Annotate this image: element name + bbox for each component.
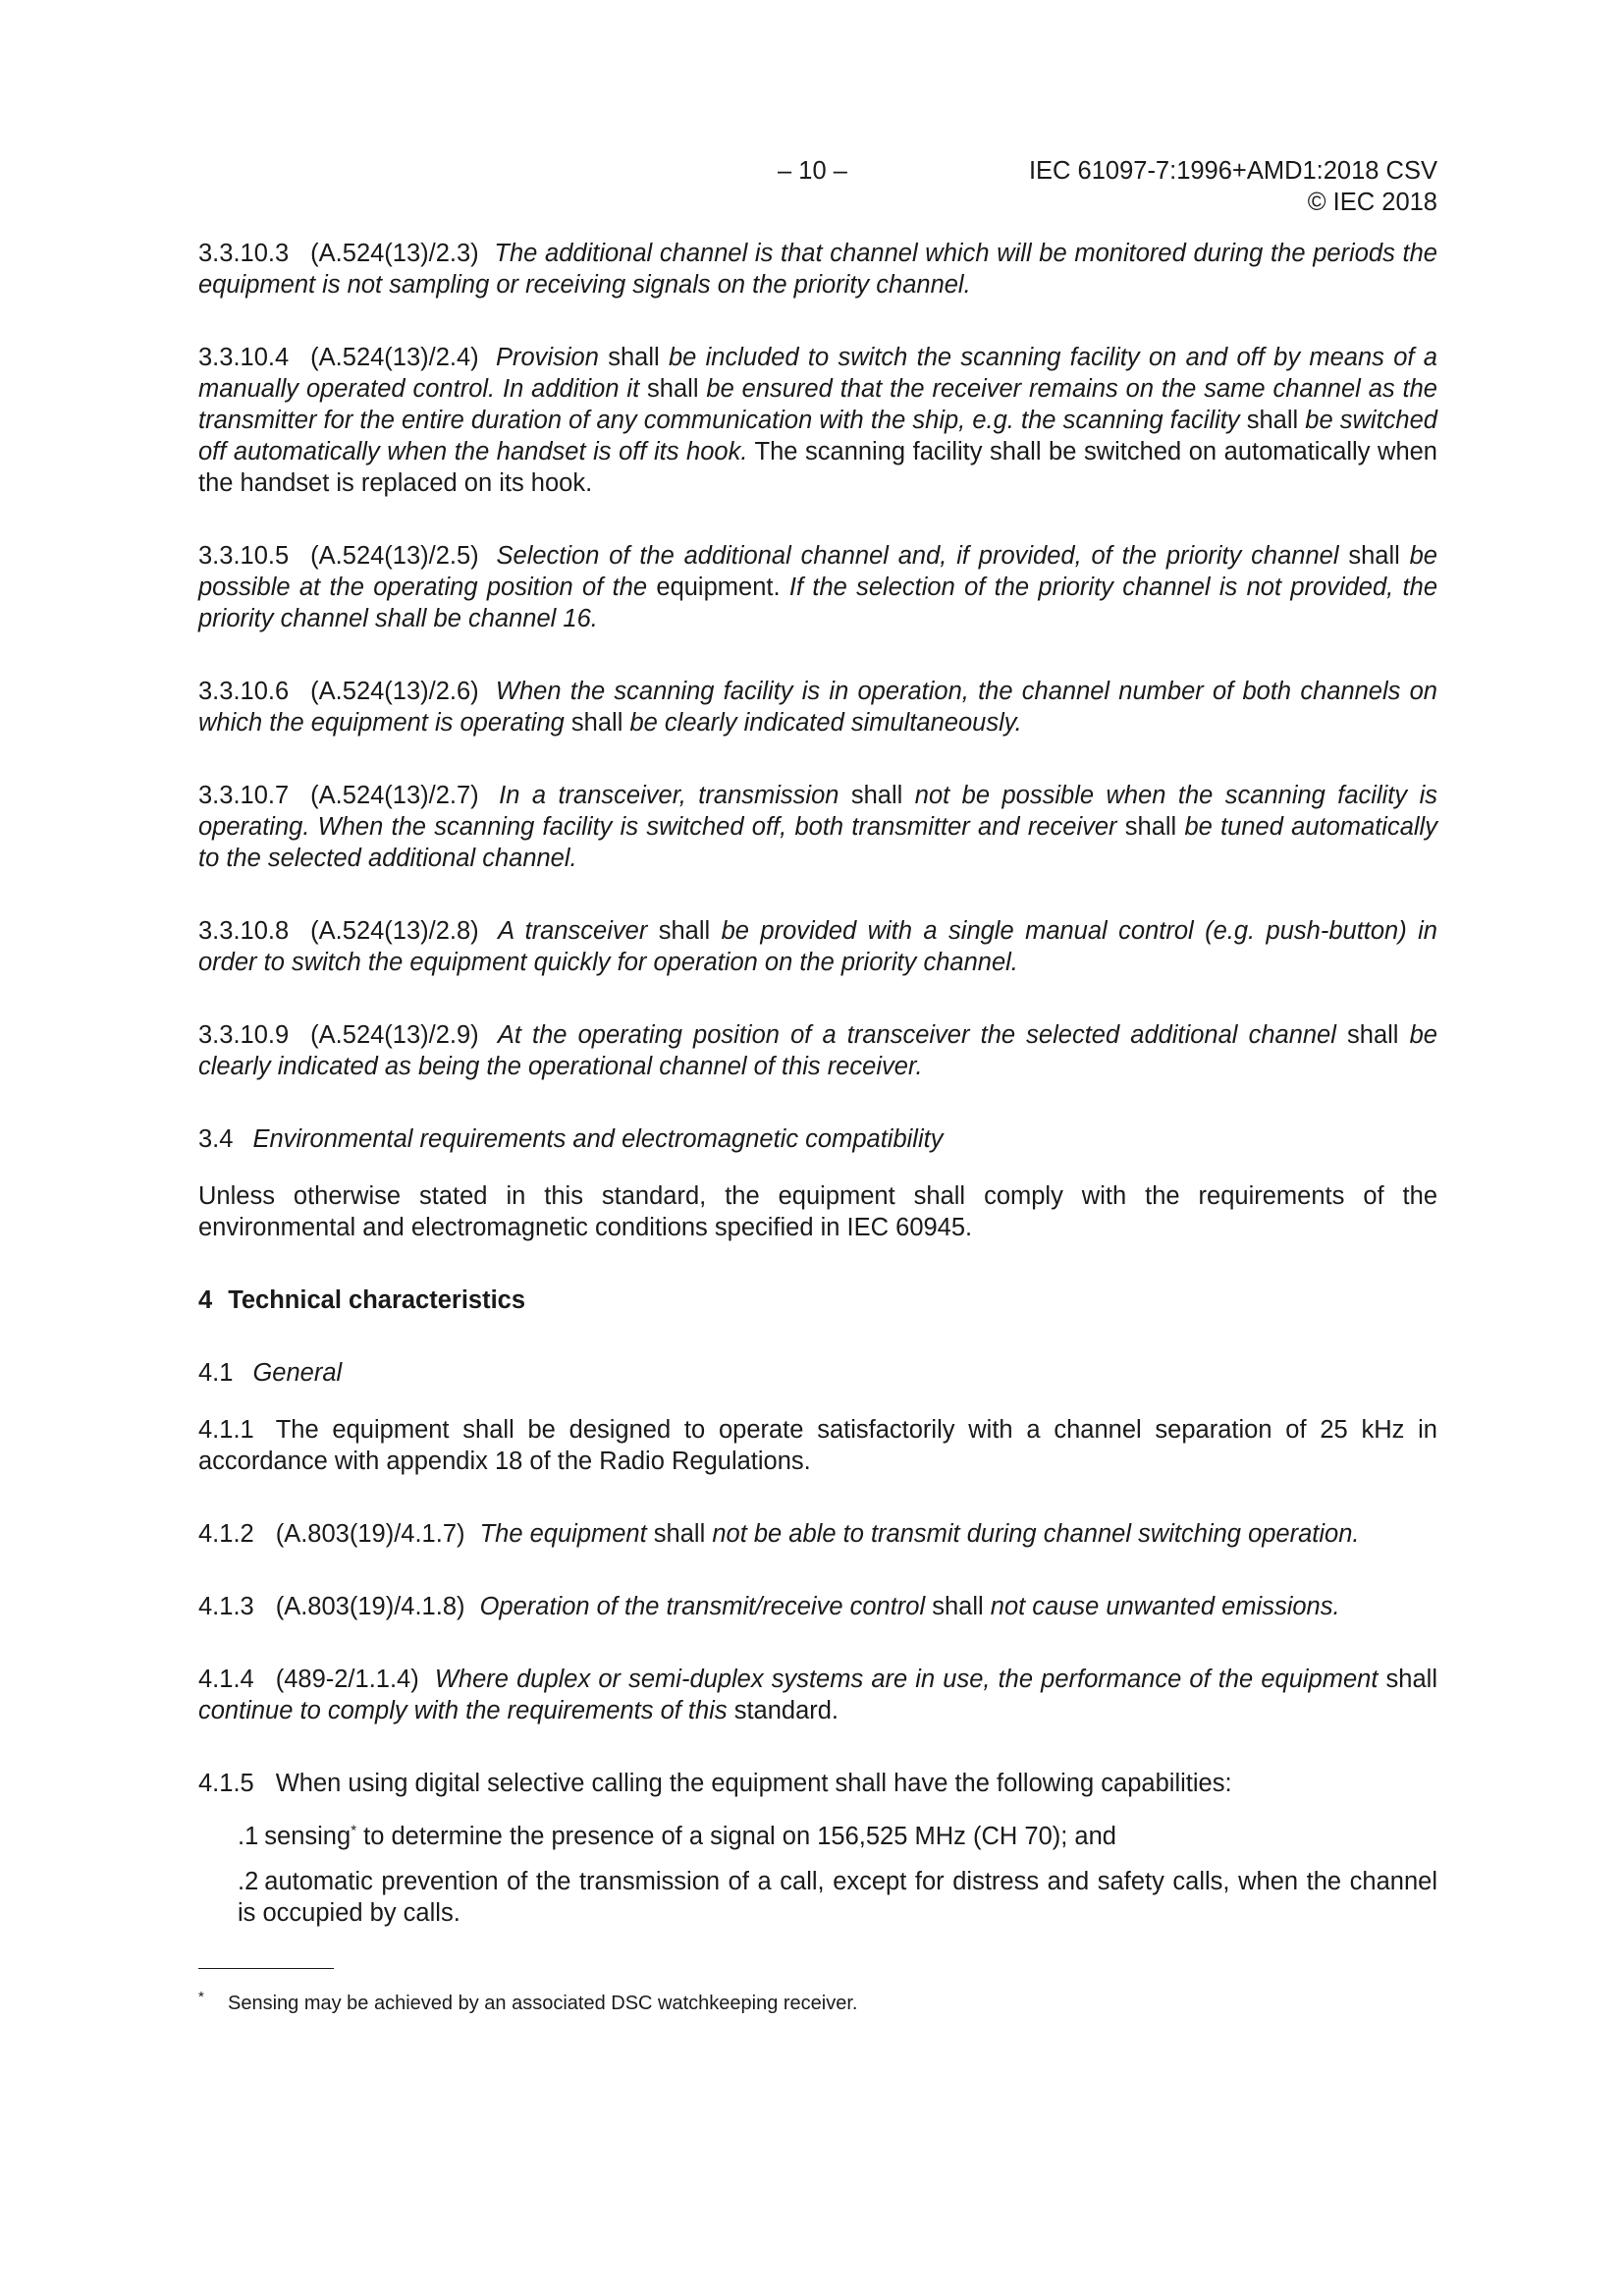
clause-text-italic: When the scanning facility is in operation, the channel number of both channels on which the equipment is operating: [198, 678, 1437, 737]
clause-text-italic: not be possible when the scanning facility is operating. When the scanning facility is switched off, both transmitter and receiver: [198, 782, 1437, 841]
clause-text: shall: [647, 917, 722, 945]
clause-3-3-10-6: [198, 676, 1437, 738]
clause-text-italic: A transceiver: [498, 917, 648, 945]
section-title: Technical characteristics: [228, 1286, 526, 1314]
clause-text-italic: continue to comply with the requirements of this: [198, 1697, 728, 1724]
clause-text: Unless otherwise stated in this standard, the equipment shall comply with the requirements of the environmental and electromagnetic conditions specified in IEC 60945.: [198, 1182, 1437, 1241]
clause-number: 3.3.10.4: [198, 344, 290, 371]
clause-text: shall: [598, 344, 669, 371]
clause-text: shall: [839, 782, 915, 809]
list-marker: .1: [238, 1823, 259, 1850]
clause-text: equipment.: [647, 574, 789, 601]
clause-number: 3.3.10.3: [198, 240, 290, 267]
clause-4-1-4: [198, 1664, 1437, 1726]
list-item: [238, 1821, 1437, 1852]
document-id: IEC 61097-7:1996+AMD1:2018 CSV: [1028, 157, 1437, 185]
clause-reference: (A.524(13)/2.7): [310, 782, 479, 809]
document-page: [198, 155, 1437, 2016]
clause-text: The scanning facility shall be switched on automatically when the handset is replaced on its hook.: [198, 438, 1437, 497]
clause-text: shall: [564, 709, 630, 737]
clause-number: 4.1.5: [198, 1770, 254, 1797]
clause-text-italic: If the selection of the priority channel is not provided, the priority channel shall be channel 16.: [198, 574, 1437, 632]
clause-text: shall: [1338, 542, 1410, 570]
clause-4-1-5: [198, 1768, 1437, 1799]
clause-text-italic: In a transceiver, transmission: [499, 782, 839, 809]
clause-3-3-10-3: [198, 238, 1437, 301]
section-heading-3-4: [198, 1123, 1437, 1155]
clause-text: shall: [639, 375, 707, 403]
clause-reference: (A.524(13)/2.9): [310, 1021, 479, 1049]
list-text: sensing: [264, 1823, 352, 1850]
clause-reference: (A.524(13)/2.6): [310, 678, 479, 705]
section-heading-4: [198, 1285, 1437, 1316]
clause-text-italic: be clearly indicated simultaneously.: [629, 709, 1022, 737]
section-number: 4.1: [198, 1359, 234, 1387]
clause-number: 4.1.2: [198, 1520, 254, 1548]
clause-text: shall: [1378, 1666, 1437, 1693]
clause-text-italic: Where duplex or semi-duplex systems are in use, the performance of the equipment: [434, 1666, 1379, 1693]
clause-text-italic: The equipment: [479, 1520, 647, 1548]
clause-reference: (A.803(19)/4.1.8): [275, 1593, 465, 1620]
clause-text: shall: [1239, 407, 1306, 434]
clause-3-3-10-4: [198, 342, 1437, 499]
footnote: [198, 1991, 1437, 2016]
page-header: [198, 155, 1437, 218]
clause-number: 3.3.10.5: [198, 542, 290, 570]
section-number: 4: [198, 1286, 213, 1314]
list-marker: .2: [238, 1868, 259, 1895]
clause-reference: (A.524(13)/2.3): [310, 240, 479, 267]
section-title: Environmental requirements and electromagnetic compatibility: [252, 1125, 944, 1153]
clause-text-italic: be switched off automatically when the handset is off its hook.: [198, 407, 1437, 465]
footnote-text: Sensing may be achieved by an associated DSC watchkeeping receiver.: [228, 1993, 858, 2014]
clause-3-3-10-7: [198, 780, 1437, 874]
clause-number: 3.3.10.7: [198, 782, 290, 809]
clause-4-1-1: [198, 1414, 1437, 1477]
clause-text: The equipment shall be designed to operate satisfactorily with a channel separation of 25 kHz in accordance with appendix 18 of the Radio Regulations.: [198, 1416, 1437, 1475]
clause-number: 4.1.1: [198, 1416, 254, 1444]
clause-number: 4.1.3: [198, 1593, 254, 1620]
clause-reference: (A.803(19)/4.1.7): [275, 1520, 465, 1548]
page-number: – 10 –: [778, 157, 847, 185]
clause-text-italic: not be able to transmit during channel switching operation.: [712, 1520, 1360, 1548]
clause-3-3-10-5: [198, 540, 1437, 634]
clause-text-italic: be included to switch the scanning facility on and off by means of a manually operated control. In addition it: [198, 344, 1437, 403]
list-text: automatic prevention of the transmission of a call, except for distress and safety calls, when the channel is occupied by calls.: [238, 1868, 1437, 1927]
clause-text: shall: [925, 1593, 991, 1620]
clause-text: shall: [646, 1520, 713, 1548]
footnote-reference[interactable]: *: [351, 1822, 357, 1839]
clause-number: 4.1.4: [198, 1666, 254, 1693]
clause-reference: (A.524(13)/2.4): [310, 344, 479, 371]
section-title: General: [252, 1359, 343, 1387]
clause-text-italic: not cause unwanted emissions.: [990, 1593, 1340, 1620]
clause-text-italic: be clearly indicated as being the operational channel of this receiver.: [198, 1021, 1437, 1080]
clause-text-italic: Operation of the transmit/receive control: [479, 1593, 926, 1620]
clause-text-italic: be tuned automatically to the selected additional channel.: [198, 813, 1437, 872]
section-heading-4-1: [198, 1357, 1437, 1389]
clause-text-italic: Selection of the additional channel and, if provided, of the priority channel: [496, 542, 1339, 570]
clause-number: 3.3.10.6: [198, 678, 290, 705]
clause-4-1-3: [198, 1591, 1437, 1622]
clause-3-4-body: [198, 1180, 1437, 1243]
clause-reference: (A.524(13)/2.5): [310, 542, 479, 570]
footnote-separator: [198, 1968, 334, 1969]
clause-text-italic: At the operating position of a transceiver the selected additional channel: [497, 1021, 1336, 1049]
clause-text: shall: [1116, 813, 1185, 841]
clause-text: shall: [1335, 1021, 1410, 1049]
document-reference: [1029, 155, 1437, 218]
clause-text: The additional channel is that channel which will be monitored during the periods the equipment is not sampling or receiving signals on the priority channel.: [198, 240, 1437, 299]
clause-text-italic: be provided with a single manual control (e.g. push-button) in order to switch the equipment quickly for operation on the priority channel.: [198, 917, 1437, 976]
clause-text: When using digital selective calling the equipment shall have the following capabilities:: [275, 1770, 1232, 1797]
section-number: 3.4: [198, 1125, 234, 1153]
clause-3-3-10-8: [198, 915, 1437, 978]
clause-number: 3.3.10.9: [198, 1021, 290, 1049]
clause-4-1-2: [198, 1518, 1437, 1550]
footnote-mark: *: [198, 1989, 204, 2005]
clause-text-italic: Provision: [496, 344, 599, 371]
clause-number: 3.3.10.8: [198, 917, 290, 945]
clause-text-italic: be ensured that the receiver remains on the same channel as the transmitter for the entire duration of any communication with the ship, e.g. the scanning facility: [198, 375, 1437, 434]
clause-reference: (A.524(13)/2.8): [310, 917, 479, 945]
list-text: to determine the presence of a signal on 156,525 MHz (CH 70); and: [356, 1823, 1116, 1850]
copyright-notice: © IEC 2018: [1307, 189, 1437, 216]
list-item: [238, 1866, 1437, 1929]
clause-text: standard.: [727, 1697, 839, 1724]
clause-reference: (489-2/1.1.4): [275, 1666, 419, 1693]
clause-text-italic: be possible at the operating position of the: [198, 542, 1437, 601]
clause-3-3-10-9: [198, 1019, 1437, 1082]
